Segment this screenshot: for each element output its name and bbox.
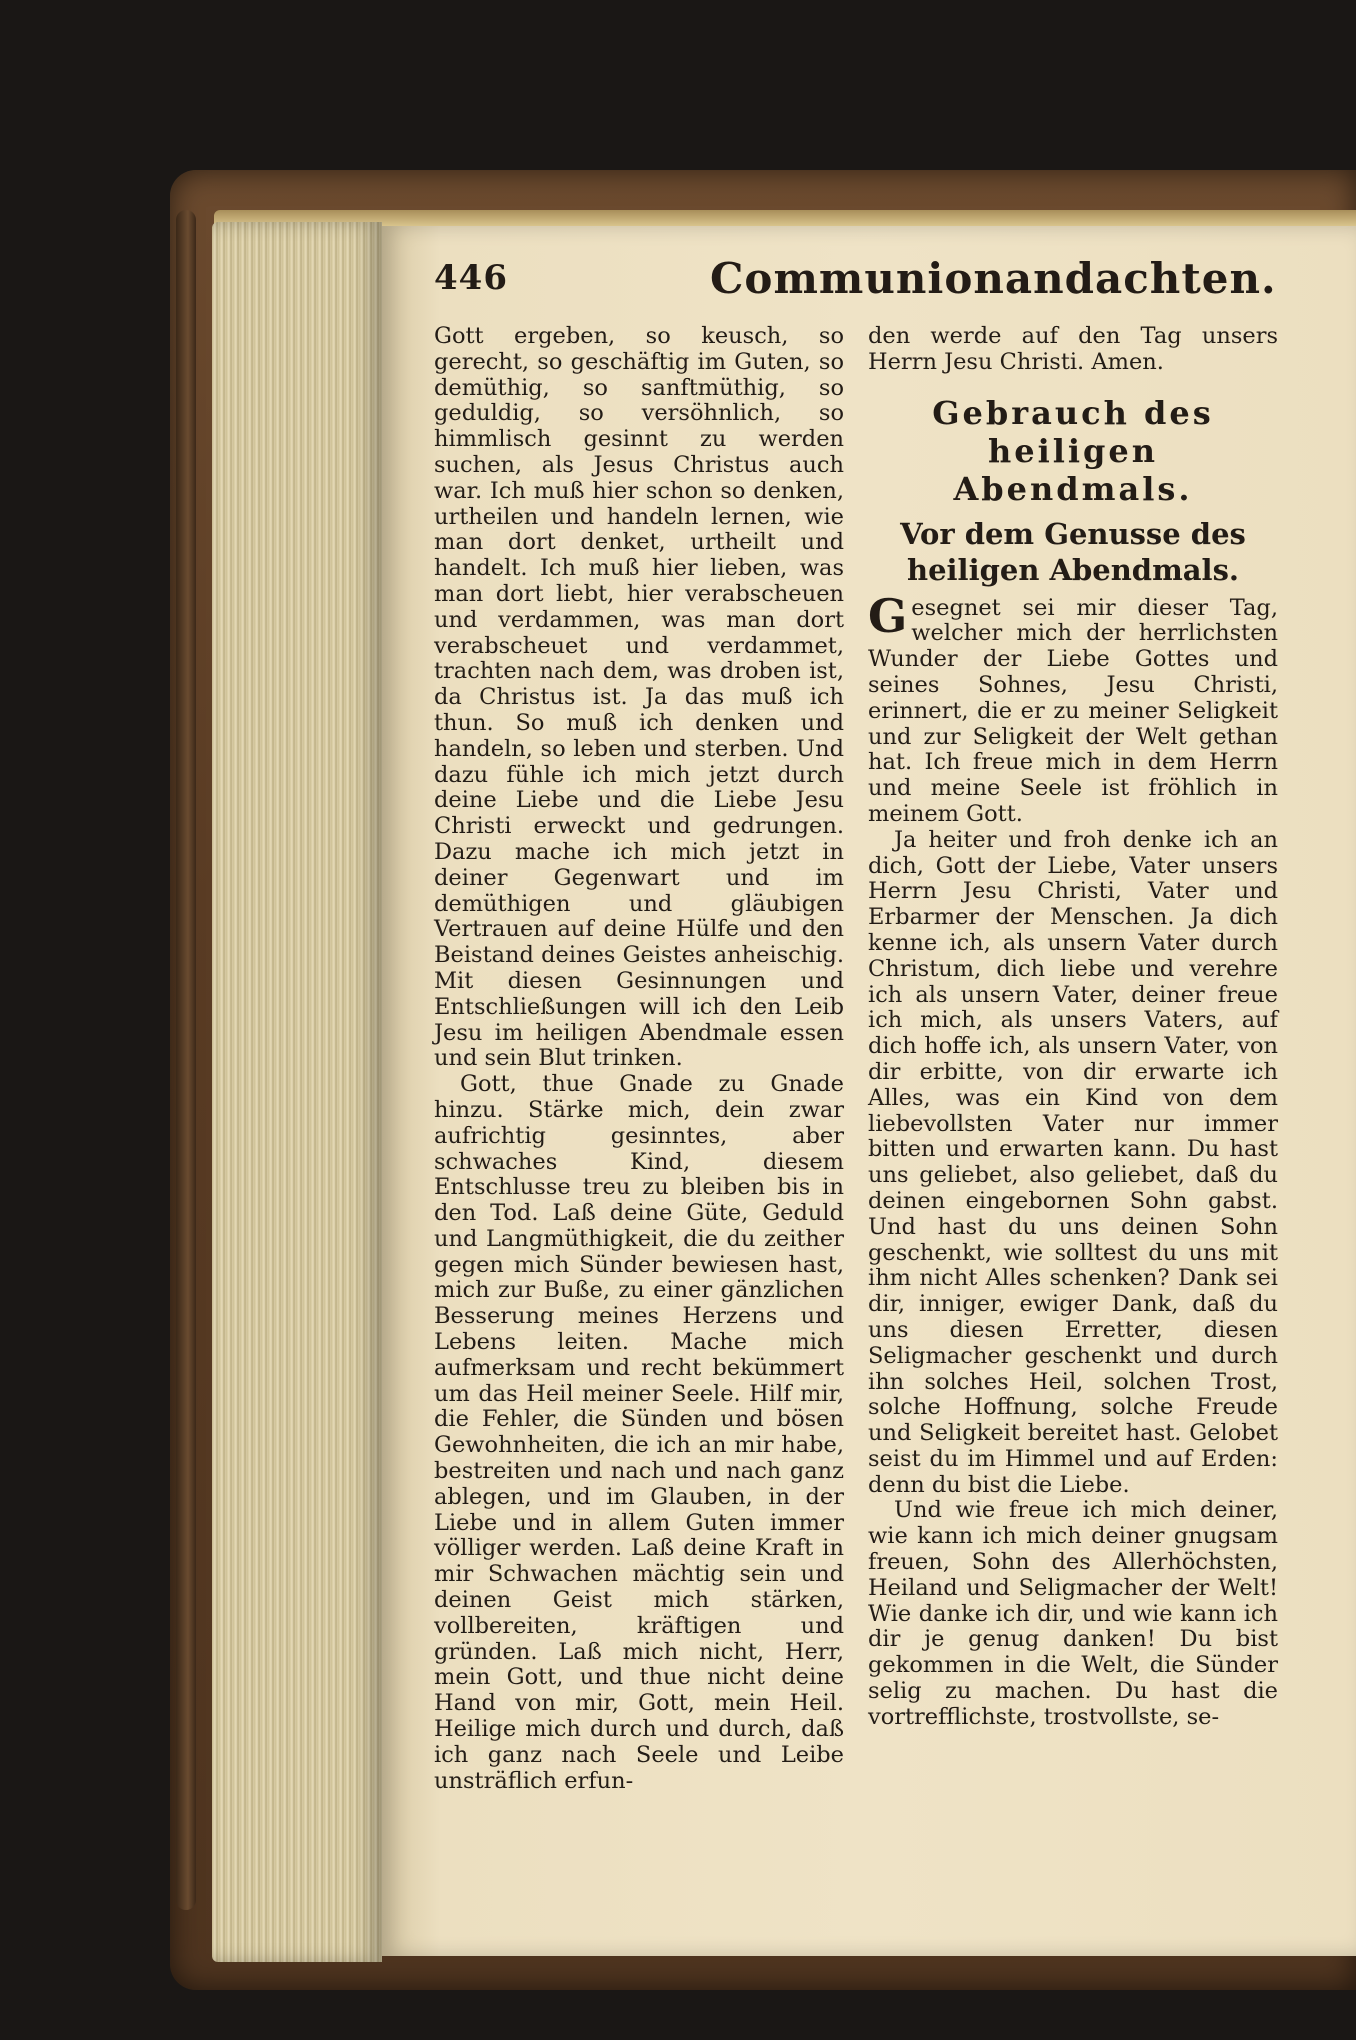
subsection-title: Vor dem Genusse des heiligen Abendmals.: [900, 516, 1246, 587]
section-title-line-1: Gebrauch des heiligen: [932, 393, 1214, 470]
page-number: 446: [434, 258, 508, 298]
running-head: Communionandachten.: [710, 254, 1277, 303]
left-paragraph-2: Gott, thue Gnade zu Gnade hinzu. Stärke mich, dein zwar aufrichtig gesinntes, aber schwaches Kind, diesem Entschlusse treu zu bleiben bis in den Tod. Laß deine Güte, Geduld und Langmüthigkeit, die du zeither gegen mich Sünder bewiesen hast, mich zur Buße, zu einer gänzlichen Besserung meines Herzens und Lebens leiten. Mache mich aufmerksam und recht bekümmert um das Heil meiner Seele. Hilf mir, die Fehler, die Sünden und bösen Gewohnheiten, die ich an mir habe, bestreiten und nach und nach ganz ablegen, und im Glauben, in der Liebe und in allem Guten immer völliger werden. Laß deine Kraft in mir Schwachen mächtig sein und deinen Geist mich stärken, vollbereiten, kräftigen und gründen. Laß mich nicht, Herr, mein Gott, und thue nicht deine Hand von mir, Gott, mein Heil. Heilige mich durch und durch, daß ich ganz nach Seele und Leibe unsträflich erfun-: [434, 1071, 844, 1794]
page-block-edges: [212, 222, 382, 1962]
left-paragraph-1: Gott ergeben, so keusch, so gerecht, so geschäftig im Guten, so demüthig, so sanftmüthig, so geduldig, so versöhnlich, so himmlisch gesinnt zu werden suchen, als Jesus Christus auch war. Ich muß hier schon so denken, urtheilen und handeln lernen, wie man dort denket, urtheilt und handelt. Ich muß hier lieben, was man dort liebt, hier verabscheuen und verdammen, was man dort verabscheuet und verdammet, trachten nach dem, was droben ist, da Christus ist. Ja das muß ich thun. So muß ich denken und handeln, so leben und sterben. Und dazu fühle ich mich jetzt durch deine Liebe und die Liebe Jesu Christi erweckt und gedrungen. Dazu mache ich mich jetzt in deiner Gegenwart und im demüthigen und gläubigen Vertrauen auf deine Hülfe und den Beistand deines Geistes anheischig. Mit diesen Gesinnungen und Entschließungen will ich den Leib Jesu im heiligen Abendmale essen und sein Blut trinken.: [434, 323, 844, 1072]
right-intro: den werde auf den Tag unsers Herrn Jesu Christi. Amen.: [868, 323, 1278, 375]
right-column: [868, 324, 1278, 1731]
right-paragraph-1: Gesegnet sei mir dieser Tag, welcher mich der herrlichsten Wunder der Liebe Gottes und seines Sohnes, Jesu Christi, erinnert, die er zu meiner Seligkeit und zur Seligkeit der Welt gethan hat. Ich freue mich in dem Herrn und meine Seele ist fröhlich in meinem Gott.: [868, 588, 1278, 827]
section-title: [868, 394, 1278, 508]
section-title-line-2: Abendmals.: [953, 469, 1193, 508]
right-paragraph-3: Und wie freue ich mich deiner, wie kann ich mich deiner gnugsam freuen, Sohn des Allerhöchsten, Heiland und Seligmacher der Welt! Wie danke ich dir, und wie kann ich dir je genug danken! Du bist gekommen in die Welt, die Sünder selig zu machen. Du hast die vortrefflichste, trostvollste, se-: [868, 1497, 1278, 1730]
book-page: [382, 226, 1356, 1956]
book-spine: [176, 210, 196, 1910]
left-column: [434, 324, 844, 1794]
right-paragraph-2: Ja heiter und froh denke ich an dich, Gott der Liebe, Vater unsers Herrn Jesu Christi, Vater und Erbarmer der Menschen. Ja dich kenne ich, als unsern Vater durch Christum, dich liebe und verehre ich als unsern Vater, deiner freue ich mich, als unsers Vaters, auf dich hoffe ich, als unsern Vater, von dir erbitte, von dir erwarte ich Alles, was ein Kind von dem liebevollsten Vater nur immer bitten und erwarten kann. Du hast uns geliebet, also geliebet, daß du deinen eingebornen Sohn gabst. Und hast du uns deinen Sohn geschenkt, wie solltest du uns mit ihm nicht Alles schenken? Dank sei dir, inniger, ewiger Dank, daß du uns diesen Erretter, diesen Seligmacher geschenkt und durch ihn solches Heil, solchen Trost, solche Hoffnung, solche Freude und Seligkeit bereitet hast. Gelobet seist du im Himmel und auf Erden: denn du bist die Liebe.: [868, 826, 1278, 1498]
page-top-edge: [214, 210, 1356, 226]
page-header: [434, 254, 1316, 314]
